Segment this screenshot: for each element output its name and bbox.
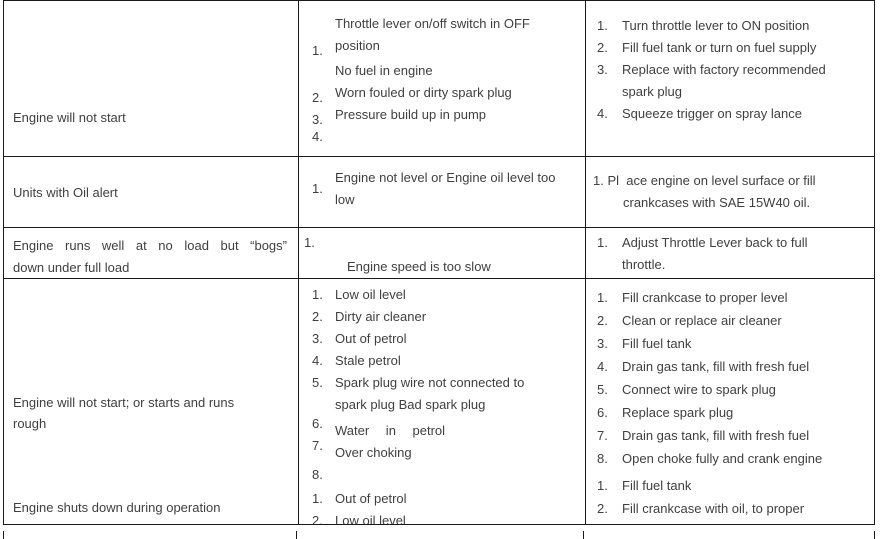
list-item (299, 82, 585, 104)
cause-cell (297, 531, 584, 539)
item-number: 4. (312, 353, 323, 368)
list-item (299, 126, 585, 148)
item-number: 6. (597, 405, 608, 420)
item-number: 1. (597, 18, 608, 33)
item-number: 7. (597, 428, 608, 443)
list-item (299, 104, 585, 126)
list-item (299, 464, 585, 486)
item-text: Fill crankcase with oil, to proper (622, 501, 805, 516)
item-number: 6. (312, 416, 323, 431)
problem-text: Engine will not start (13, 110, 126, 125)
item-text: Low oil level (335, 287, 406, 302)
remedy-cell (586, 279, 874, 524)
list-item (586, 474, 874, 497)
list-item (299, 488, 585, 510)
list-item (299, 13, 585, 82)
item-number: 4. (597, 106, 608, 121)
item-text: Replace with factory recommended spark plug (622, 62, 826, 99)
item-number: 2. (597, 313, 608, 328)
cause-cell (299, 279, 586, 524)
problem-cell (4, 1, 299, 156)
item-text: Drain gas tank, fill with fresh fuel (622, 428, 810, 443)
item-number: 2. (312, 90, 323, 105)
list-item (299, 306, 585, 328)
item-text: Replace spark plug (622, 405, 734, 420)
cause-cell (299, 157, 586, 227)
remedy-line: 1. Pl ace engine on level surface or fill (593, 173, 816, 188)
item-number: 1. (312, 43, 323, 58)
item-number: 5. (597, 382, 608, 397)
table-row (4, 279, 874, 524)
list-item (586, 424, 874, 447)
item-text: Throttle lever on/off switch in OFF position No fuel in engine (335, 16, 530, 78)
list-item (299, 438, 585, 464)
list-item (299, 510, 585, 524)
table-row (4, 1, 874, 157)
list-item (586, 401, 874, 424)
problem-text: Engine will not start; or starts and runs rough (13, 395, 235, 431)
item-text: Stale petrol (335, 353, 401, 368)
list-item (299, 416, 585, 442)
item-text: Water in petrol (335, 423, 446, 438)
list-item (586, 15, 874, 37)
list-item (586, 332, 874, 355)
item-text: Dirty air cleaner (335, 309, 427, 324)
list-item (586, 103, 874, 125)
list-item (299, 284, 585, 306)
item-number: 3. (312, 112, 323, 127)
remedy-line: crankcases with SAE 15W40 oil. (623, 195, 811, 210)
problem-cell (4, 157, 299, 227)
problem-cell (4, 531, 297, 539)
item-text: Out of petrol (335, 491, 407, 506)
item-text: Fill fuel tank or turn on fuel supply (622, 40, 817, 55)
list-item (586, 497, 874, 520)
item-text: Connect wire to spark plug (622, 382, 776, 397)
list-item (299, 350, 585, 372)
remedy-cell (584, 531, 874, 539)
cause-sublist (299, 488, 585, 524)
list-item (299, 163, 585, 215)
problem-cell (4, 228, 299, 278)
item-number: 1. (304, 235, 315, 250)
list-item (586, 232, 874, 276)
item-text: Worn fouled or dirty spark plug (335, 85, 512, 100)
item-text: Low oil level (335, 513, 406, 524)
item-number: 1. (312, 287, 323, 302)
list-item (586, 286, 874, 309)
item-number: 1. (312, 181, 323, 196)
list-item (299, 328, 585, 350)
item-number: 1. (312, 491, 323, 506)
cause-cell (299, 1, 586, 156)
problem-text: Engine runs well at no load but “bogs” (13, 238, 287, 253)
item-number: 2. (312, 309, 323, 324)
table-row (4, 157, 874, 228)
problem-text: Engine shuts down during operation (13, 500, 221, 515)
list-item (586, 447, 874, 470)
table-row (4, 228, 874, 279)
problem-text: down under full load (13, 260, 130, 275)
item-text: Fill fuel tank (622, 478, 692, 493)
item-text: Engine not level or Engine oil level too low (335, 170, 556, 207)
list-item (586, 309, 874, 332)
item-text: Turn throttle lever to ON position (622, 18, 810, 33)
item-text: Out of petrol (335, 331, 407, 346)
item-text: Spark plug wire not connected to spark plug Bad spark plug (335, 375, 525, 412)
item-text: Drain gas tank, fill with fresh fuel (622, 359, 810, 374)
item-number: 5. (312, 375, 323, 390)
item-number: 4. (312, 129, 323, 144)
item-number: 4. (597, 359, 608, 374)
troubleshooting-table (3, 0, 875, 525)
item-number: 8. (312, 467, 323, 482)
item-text: Adjust Throttle Lever back to full throttle. (622, 235, 808, 272)
item-text: Pressure build up in pump (335, 107, 487, 122)
remedy-cell (586, 157, 874, 227)
item-number: 2. (312, 513, 323, 524)
remedy-sublist (586, 474, 874, 520)
item-number: 3. (597, 336, 608, 351)
item-number: 1. (597, 235, 608, 250)
remedy-cell (586, 1, 874, 156)
item-text: Clean or replace air cleaner (622, 313, 782, 328)
problem-text: Units with Oil alert (13, 184, 118, 200)
item-text: Fill crankcase to proper level (622, 290, 788, 305)
list-item (586, 355, 874, 378)
item-number: 2. (597, 501, 608, 516)
item-text: Engine speed is too slow (347, 259, 491, 274)
item-number: 1. (597, 478, 608, 493)
item-number: 1. (597, 290, 608, 305)
list-item (299, 372, 585, 416)
list-item (586, 59, 874, 103)
cause-cell (299, 228, 586, 278)
item-text: Over choking (335, 445, 412, 460)
item-number: 3. (312, 331, 323, 346)
item-number: 8. (597, 451, 608, 466)
item-text: Squeeze trigger on spray lance (622, 106, 802, 121)
item-number: 3. (597, 62, 608, 77)
next-row-partial (3, 531, 875, 539)
list-item (586, 37, 874, 59)
list-item (586, 378, 874, 401)
remedy-cell (586, 228, 874, 278)
item-text: Fill fuel tank (622, 336, 692, 351)
item-text: Open choke fully and crank engine (622, 451, 823, 466)
item-number: 7. (312, 438, 323, 453)
item-number: 2. (597, 40, 608, 55)
problem-cell (4, 279, 299, 524)
